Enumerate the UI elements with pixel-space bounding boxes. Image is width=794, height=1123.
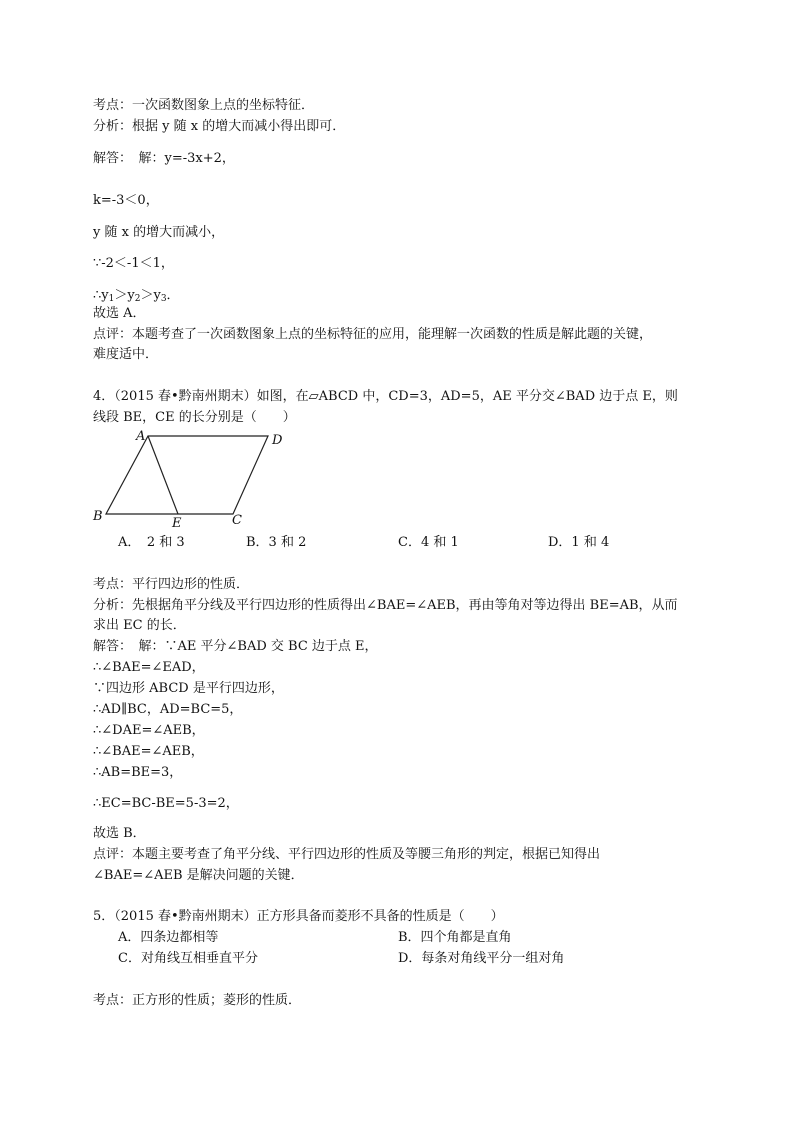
q3-dianping-line-2: 难度适中．	[93, 347, 159, 362]
label-d: D	[272, 433, 283, 448]
q3-jieda: 解答： 解：y=-3x+2，	[93, 151, 235, 166]
q4-step-4: ∴∠DAE=∠AEB，	[93, 723, 205, 738]
q4-option-b: B．3 和 2	[246, 535, 307, 550]
q3-step-4: $\therefore y_1>y_2>y_3$．	[93, 288, 180, 304]
q3-kaodian: 考点：一次函数图象上点的坐标特征．	[93, 98, 315, 113]
q5-option-a: A．四条边都相等	[118, 930, 219, 945]
q3-step-1: k=-3＜0，	[93, 193, 159, 208]
q4-step-6: ∴AB=BE=3，	[93, 765, 183, 780]
q4-answer: 故选 B．	[93, 826, 146, 841]
q4-step-7: ∴EC=BC-BE=5-3=2，	[93, 796, 239, 811]
q5-option-c: C．对角线互相垂直平分	[118, 951, 258, 966]
q3-answer: 故选 A．	[93, 306, 146, 321]
q4-jieda: 解答： 解：∵AE 平分∠BAD 交 BC 边于点 E，	[93, 639, 378, 654]
q3-step-3: ∵-2＜-1＜1，	[93, 256, 174, 271]
q4-step-3: ∴AD∥BC，AD=BC=5，	[93, 702, 243, 717]
q3-fenxi: 分析：根据 y 随 x 的增大而减小得出即可．	[93, 119, 346, 134]
label-b: B	[93, 509, 103, 524]
q5-option-b: B．四个角都是直角	[398, 930, 512, 945]
q3-dianping-line-1: 点评：本题考查了一次函数图象上点的坐标特征的应用，能理解一次函数的性质是解此题的关键，	[93, 327, 653, 342]
q4-dianping-line-1: 点评：本题主要考查了角平分线、平行四边形的性质及等腰三角形的判定，根据已知得出	[93, 847, 601, 862]
q5-stem: 5．（2015 春•黔南州期末）正方形具备而菱形不具备的性质是（ ）	[93, 909, 504, 924]
q5-kaodian: 考点：正方形的性质；菱形的性质．	[93, 993, 302, 1008]
q4-option-a: A． 2 和 3	[118, 535, 185, 550]
q4-kaodian: 考点：平行四边形的性质．	[93, 577, 250, 592]
q4-fenxi-line-2: 求出 EC 的长．	[93, 618, 186, 633]
q4-step-5: ∴∠BAE=∠AEB，	[93, 744, 204, 759]
q4-option-c: C．4 和 1	[398, 535, 459, 550]
label-c: C	[232, 513, 242, 528]
q4-step-1: ∴∠BAE=∠EAD，	[93, 660, 205, 675]
q4-option-d: D．1 和 4	[548, 535, 610, 550]
q4-stem-line-2: 线段 BE，CE 的长分别是（ ）	[93, 410, 296, 425]
q3-step-2: y 随 x 的增大而减小，	[93, 225, 225, 240]
label-a: A	[136, 429, 146, 444]
q4-fenxi-line-1: 分析：先根据角平分线及平行四边形的性质得出∠BAE=∠AEB，再由等角对等边得出 BE=AB，从而	[93, 598, 678, 613]
label-e: E	[172, 516, 182, 531]
q4-dianping-line-2: ∠BAE=∠AEB 是解决问题的关键．	[93, 868, 304, 883]
q4-step-2: ∵四边形 ABCD 是平行四边形，	[93, 681, 284, 696]
parallelogram-figure	[88, 428, 288, 536]
q5-option-d: D．每条对角线平分一组对角	[398, 951, 565, 966]
q4-stem-line-1: 4．（2015 春•黔南州期末）如图，在▱ABCD 中，CD=3，AD=5，AE 平分交∠BAD 边于点 E，则	[93, 389, 678, 404]
